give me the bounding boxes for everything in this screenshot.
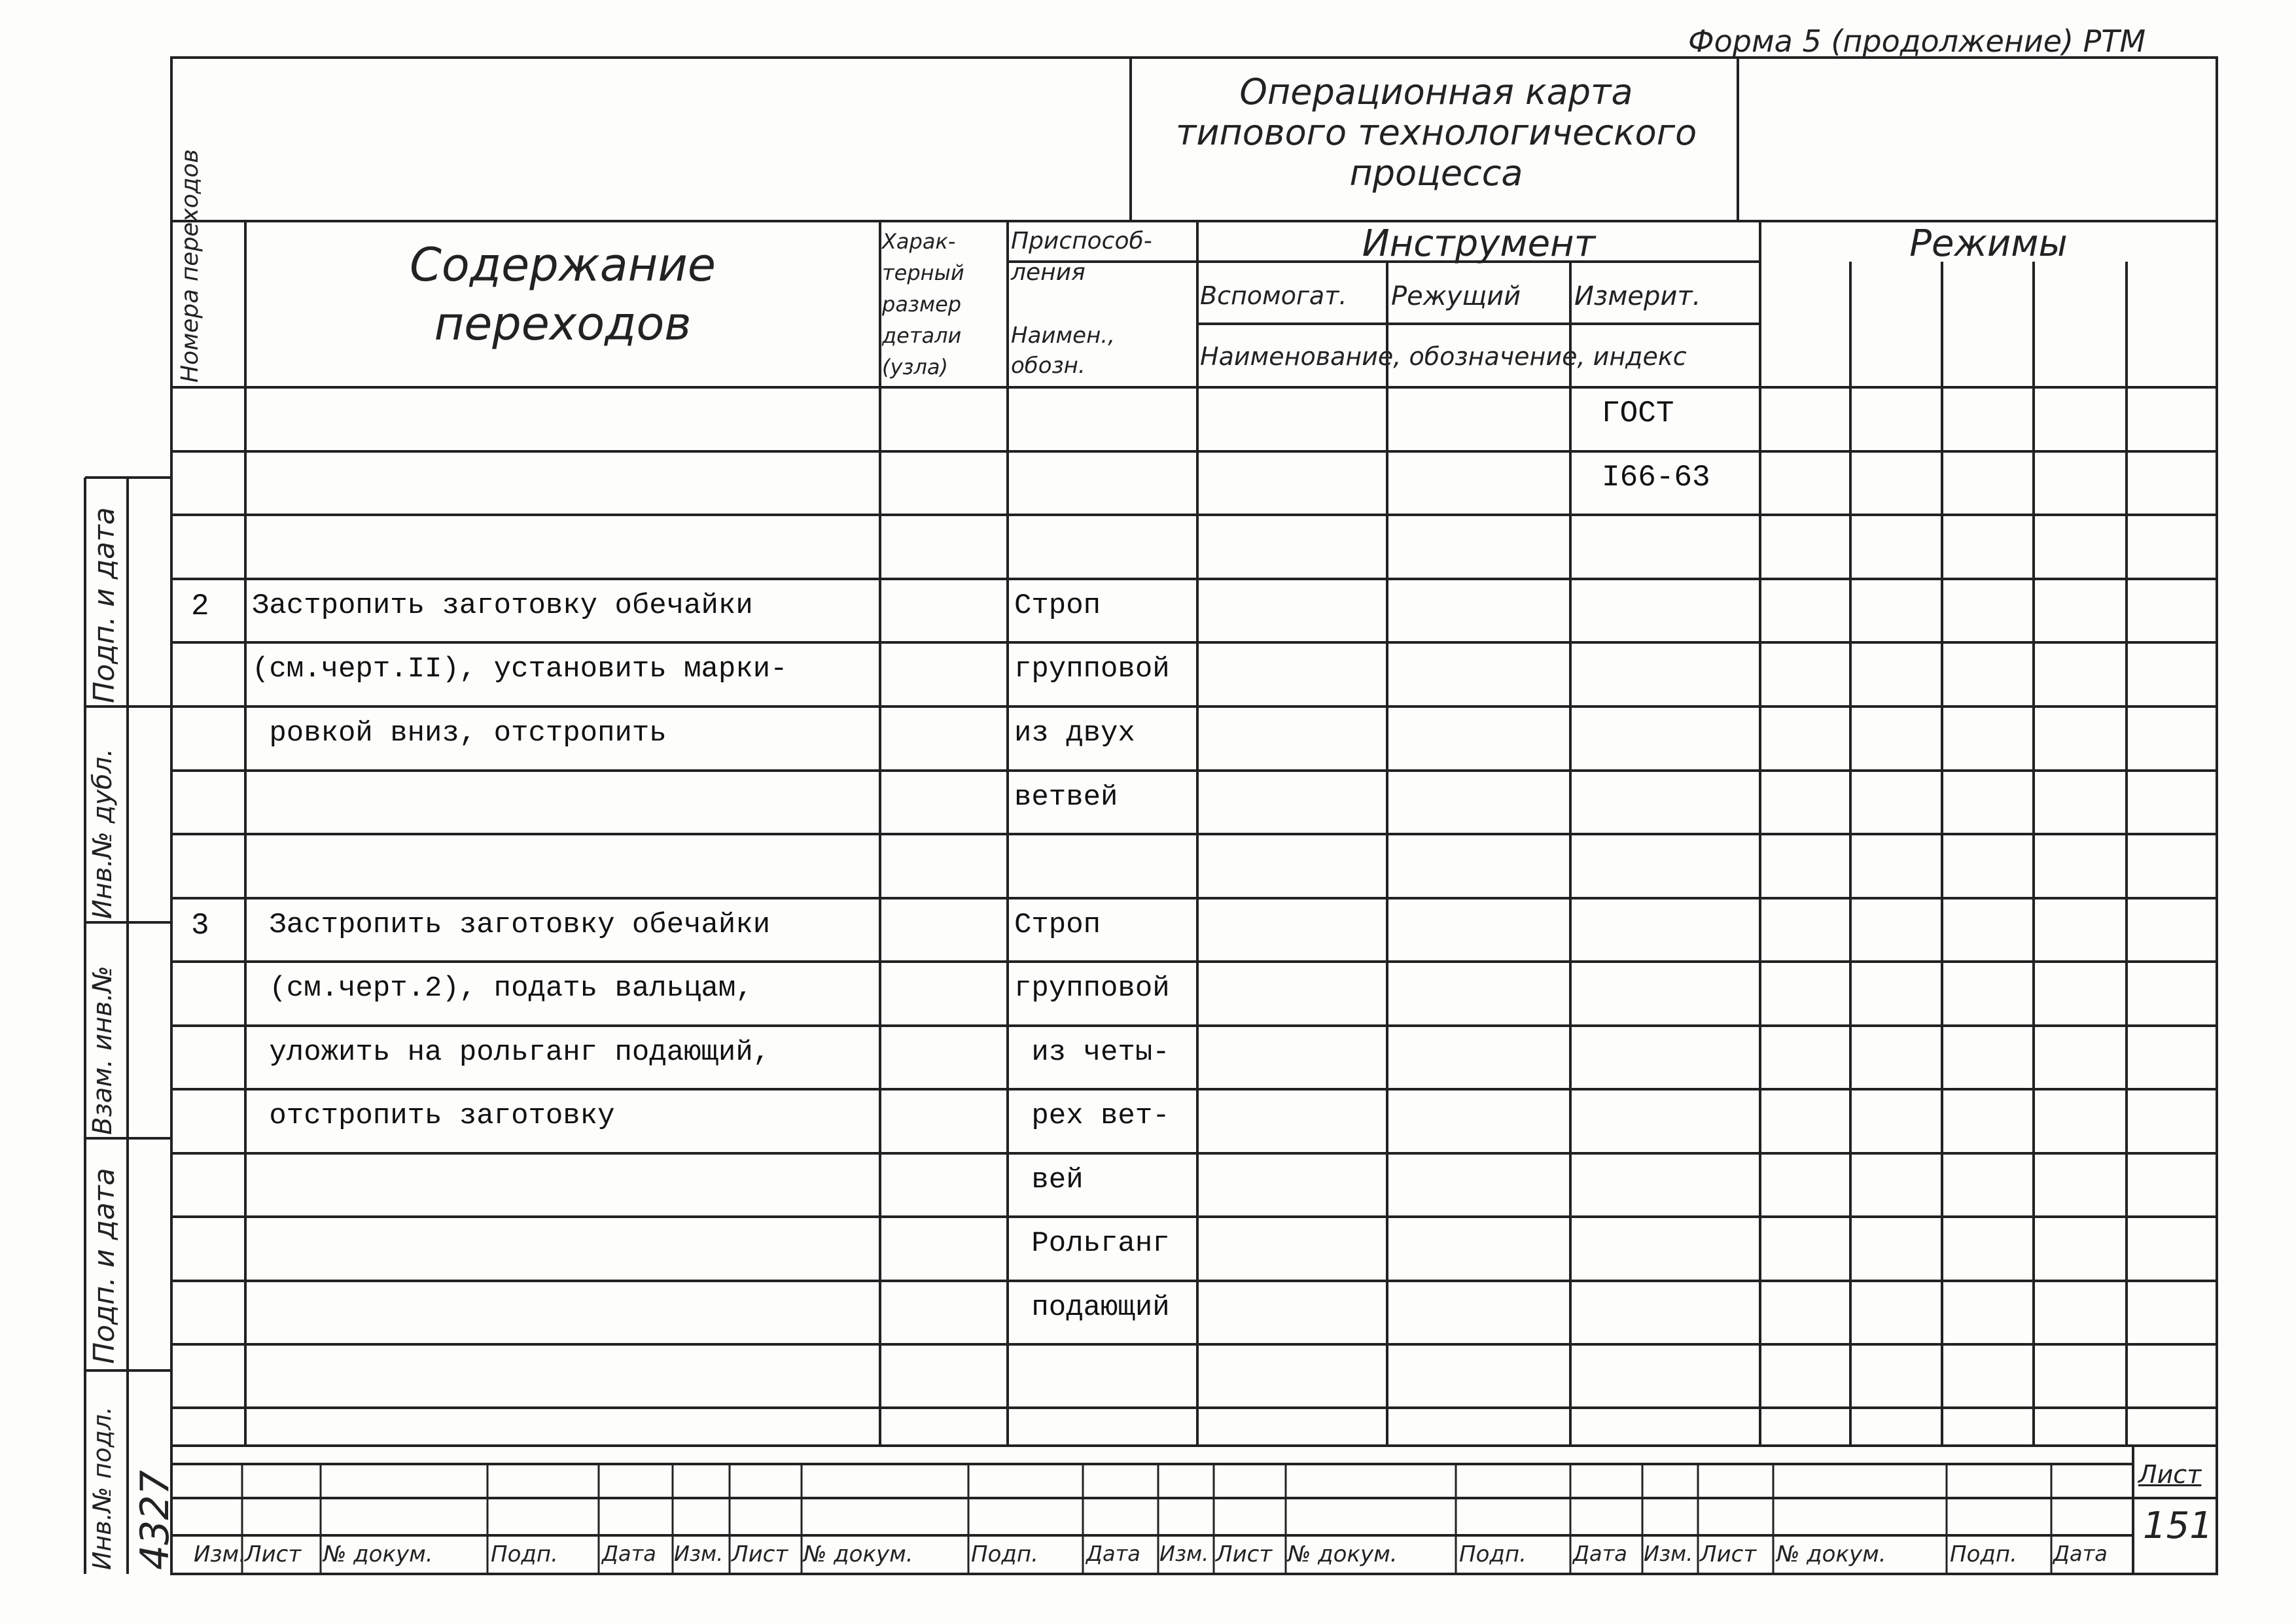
header-fixtures-sub-line-2: обозн.	[1011, 353, 1086, 379]
row-6-content: ровкой вниз, отстропить	[252, 717, 667, 750]
header-content-line-2: переходов	[434, 297, 692, 351]
header-char-line-5: (узла)	[882, 355, 948, 379]
sheet-label: Лист	[2138, 1460, 2202, 1489]
footer-label-7: Лист	[732, 1541, 788, 1567]
row-1-measuring: ГОСТ	[1602, 396, 1674, 430]
header-instrument-sub: Наименование, обозначение, индекс	[1200, 342, 1687, 371]
header-cutting: Режущий	[1391, 281, 1521, 311]
footer-label-4: Подп.	[491, 1541, 558, 1567]
row-9-content: Застропить заготовку обечайки	[252, 909, 771, 941]
row-5-fixture: групповой	[1014, 653, 1170, 686]
header-char-line-4: детали	[882, 323, 962, 348]
footer-label-5: Дата	[602, 1541, 656, 1566]
form-label: Форма 5 (продолжение) РТМ	[1688, 24, 2146, 59]
row-11-fixture: из четы-	[1014, 1036, 1170, 1069]
margin-sign-date-2: Подп. и дата	[88, 507, 121, 703]
footer-label-3: № докум.	[323, 1541, 433, 1567]
header-fixtures-line-1: Приспособ-	[1011, 228, 1152, 254]
footer-label-20: Дата	[2053, 1541, 2108, 1566]
row-9-fixture: Строп	[1014, 909, 1101, 941]
footer-label-15: Дата	[1573, 1541, 1627, 1566]
row-13-fixture: вей	[1014, 1164, 1084, 1196]
footer-label-8: № докум.	[804, 1541, 913, 1567]
margin-original-inv: Инв.№ подл.	[88, 1406, 116, 1570]
header-measuring: Измерит.	[1574, 281, 1701, 311]
row-6-fixture: из двух	[1014, 717, 1135, 750]
row-4-content: Застропить заготовку обечайки	[252, 589, 753, 622]
footer-label-6: Изм.	[674, 1541, 724, 1566]
margin-dup-inv: Инв.№ дубл.	[88, 748, 118, 919]
row-15-fixture: подающий	[1014, 1291, 1170, 1324]
header-char-line-3: размер	[882, 292, 962, 317]
row-9-number: 3	[191, 909, 209, 943]
header-char-line-2: терный	[882, 260, 964, 285]
sheet-number: 151	[2143, 1505, 2213, 1547]
header-content-line-1: Содержание	[410, 238, 716, 292]
row-5-content: (см.черт.II), установить марки-	[252, 653, 788, 686]
row-11-content: уложить на рольганг подающий,	[252, 1036, 771, 1069]
footer-label-1: Изм.	[194, 1541, 246, 1567]
card-title-line-1: Операционная карта	[1239, 71, 1633, 113]
header-fixtures-line-2: ления	[1011, 259, 1086, 286]
card-title-line-2: типового технологического	[1175, 112, 1697, 153]
row-12-content: отстропить заготовку	[252, 1100, 615, 1132]
header-instrument: Инструмент	[1362, 222, 1596, 265]
footer-label-18: № докум.	[1776, 1541, 1886, 1567]
footer-label-16: Изм.	[1644, 1541, 1693, 1566]
footer-label-19: Подп.	[1950, 1541, 2017, 1567]
row-2-measuring: I66-63	[1602, 461, 1710, 495]
row-10-content: (см.черт.2), подать вальцам,	[252, 972, 753, 1005]
footer-label-2: Лист	[245, 1541, 302, 1567]
card-title-line-3: процесса	[1349, 152, 1523, 194]
inventory-number: 4327	[132, 1470, 178, 1570]
header-transition-numbers: Номера переходов	[177, 149, 203, 383]
header-auxiliary: Вспомогат.	[1200, 281, 1347, 310]
row-10-fixture: групповой	[1014, 972, 1170, 1005]
header-characteristic-size	[882, 226, 964, 383]
row-4-fixture: Строп	[1014, 589, 1101, 622]
row-12-fixture: рех вет-	[1014, 1100, 1170, 1132]
margin-replace-inv: Взам. инв.№	[88, 966, 118, 1135]
footer-label-10: Дата	[1086, 1541, 1140, 1566]
header-content	[249, 236, 877, 353]
footer-label-12: Лист	[1216, 1541, 1273, 1567]
footer-label-17: Лист	[1700, 1541, 1757, 1567]
footer-label-13: № докум.	[1288, 1541, 1398, 1567]
row-4-number: 2	[191, 589, 209, 623]
header-fixtures-sub-line-1: Наимен.,	[1011, 323, 1115, 349]
footer-label-9: Подп.	[971, 1541, 1038, 1567]
row-7-fixture: ветвей	[1014, 781, 1118, 814]
header-modes: Режимы	[1909, 222, 2068, 265]
margin-sign-date-1: Подп. и дата	[88, 1168, 121, 1364]
footer-label-14: Подп.	[1459, 1541, 1527, 1567]
row-14-fixture: Рольганг	[1014, 1227, 1170, 1260]
card-title	[1135, 72, 1737, 194]
header-fixtures	[1011, 226, 1152, 288]
header-char-line-1: Харак-	[882, 229, 956, 254]
header-fixtures-sub	[1011, 321, 1115, 381]
footer-label-11: Изм.	[1159, 1541, 1209, 1566]
